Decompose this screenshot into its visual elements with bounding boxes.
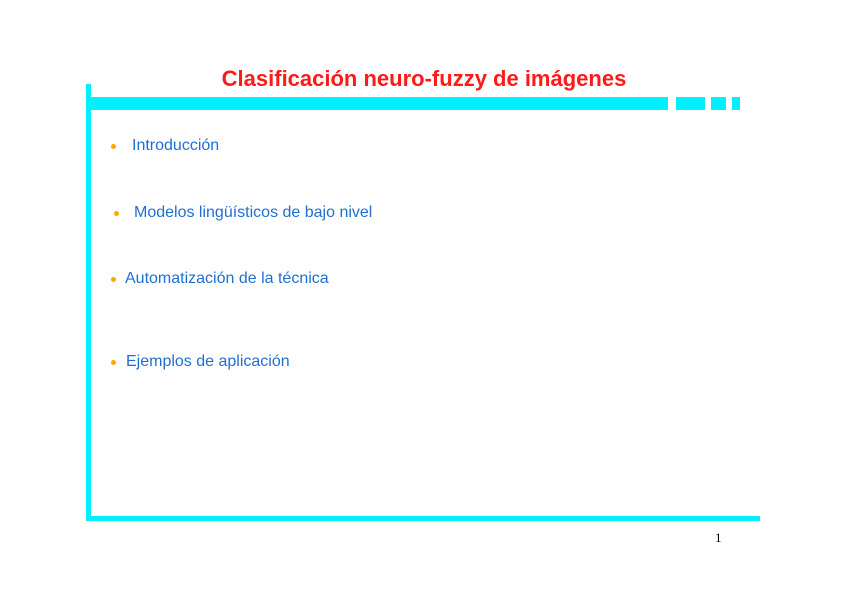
bullet-text: Automatización de la técnica [125, 270, 329, 287]
bullet-dot-icon [111, 144, 116, 149]
frame-top-bar [86, 97, 668, 110]
page-number: 1 [715, 530, 722, 545]
bullet-item [111, 270, 329, 288]
bullet-text: Introducción [132, 137, 220, 154]
bullet-dot-icon [114, 211, 119, 216]
frame-top-segment [711, 97, 726, 110]
bullet-dot-icon [111, 277, 116, 282]
frame-bottom-line [86, 516, 760, 521]
frame-top-segment [676, 97, 705, 110]
bullet-item [114, 204, 372, 222]
frame-top-segment [732, 97, 740, 110]
bullet-item [111, 353, 290, 371]
bullet-text: Modelos lingüísticos de bajo nivel [134, 204, 373, 221]
bullet-item [111, 137, 219, 155]
slide-title: Clasificación neuro-fuzzy de imágenes [221, 66, 627, 91]
bullet-dot-icon [111, 360, 116, 365]
frame-left-line [86, 84, 91, 521]
bullet-text: Ejemplos de aplicación [126, 353, 290, 370]
